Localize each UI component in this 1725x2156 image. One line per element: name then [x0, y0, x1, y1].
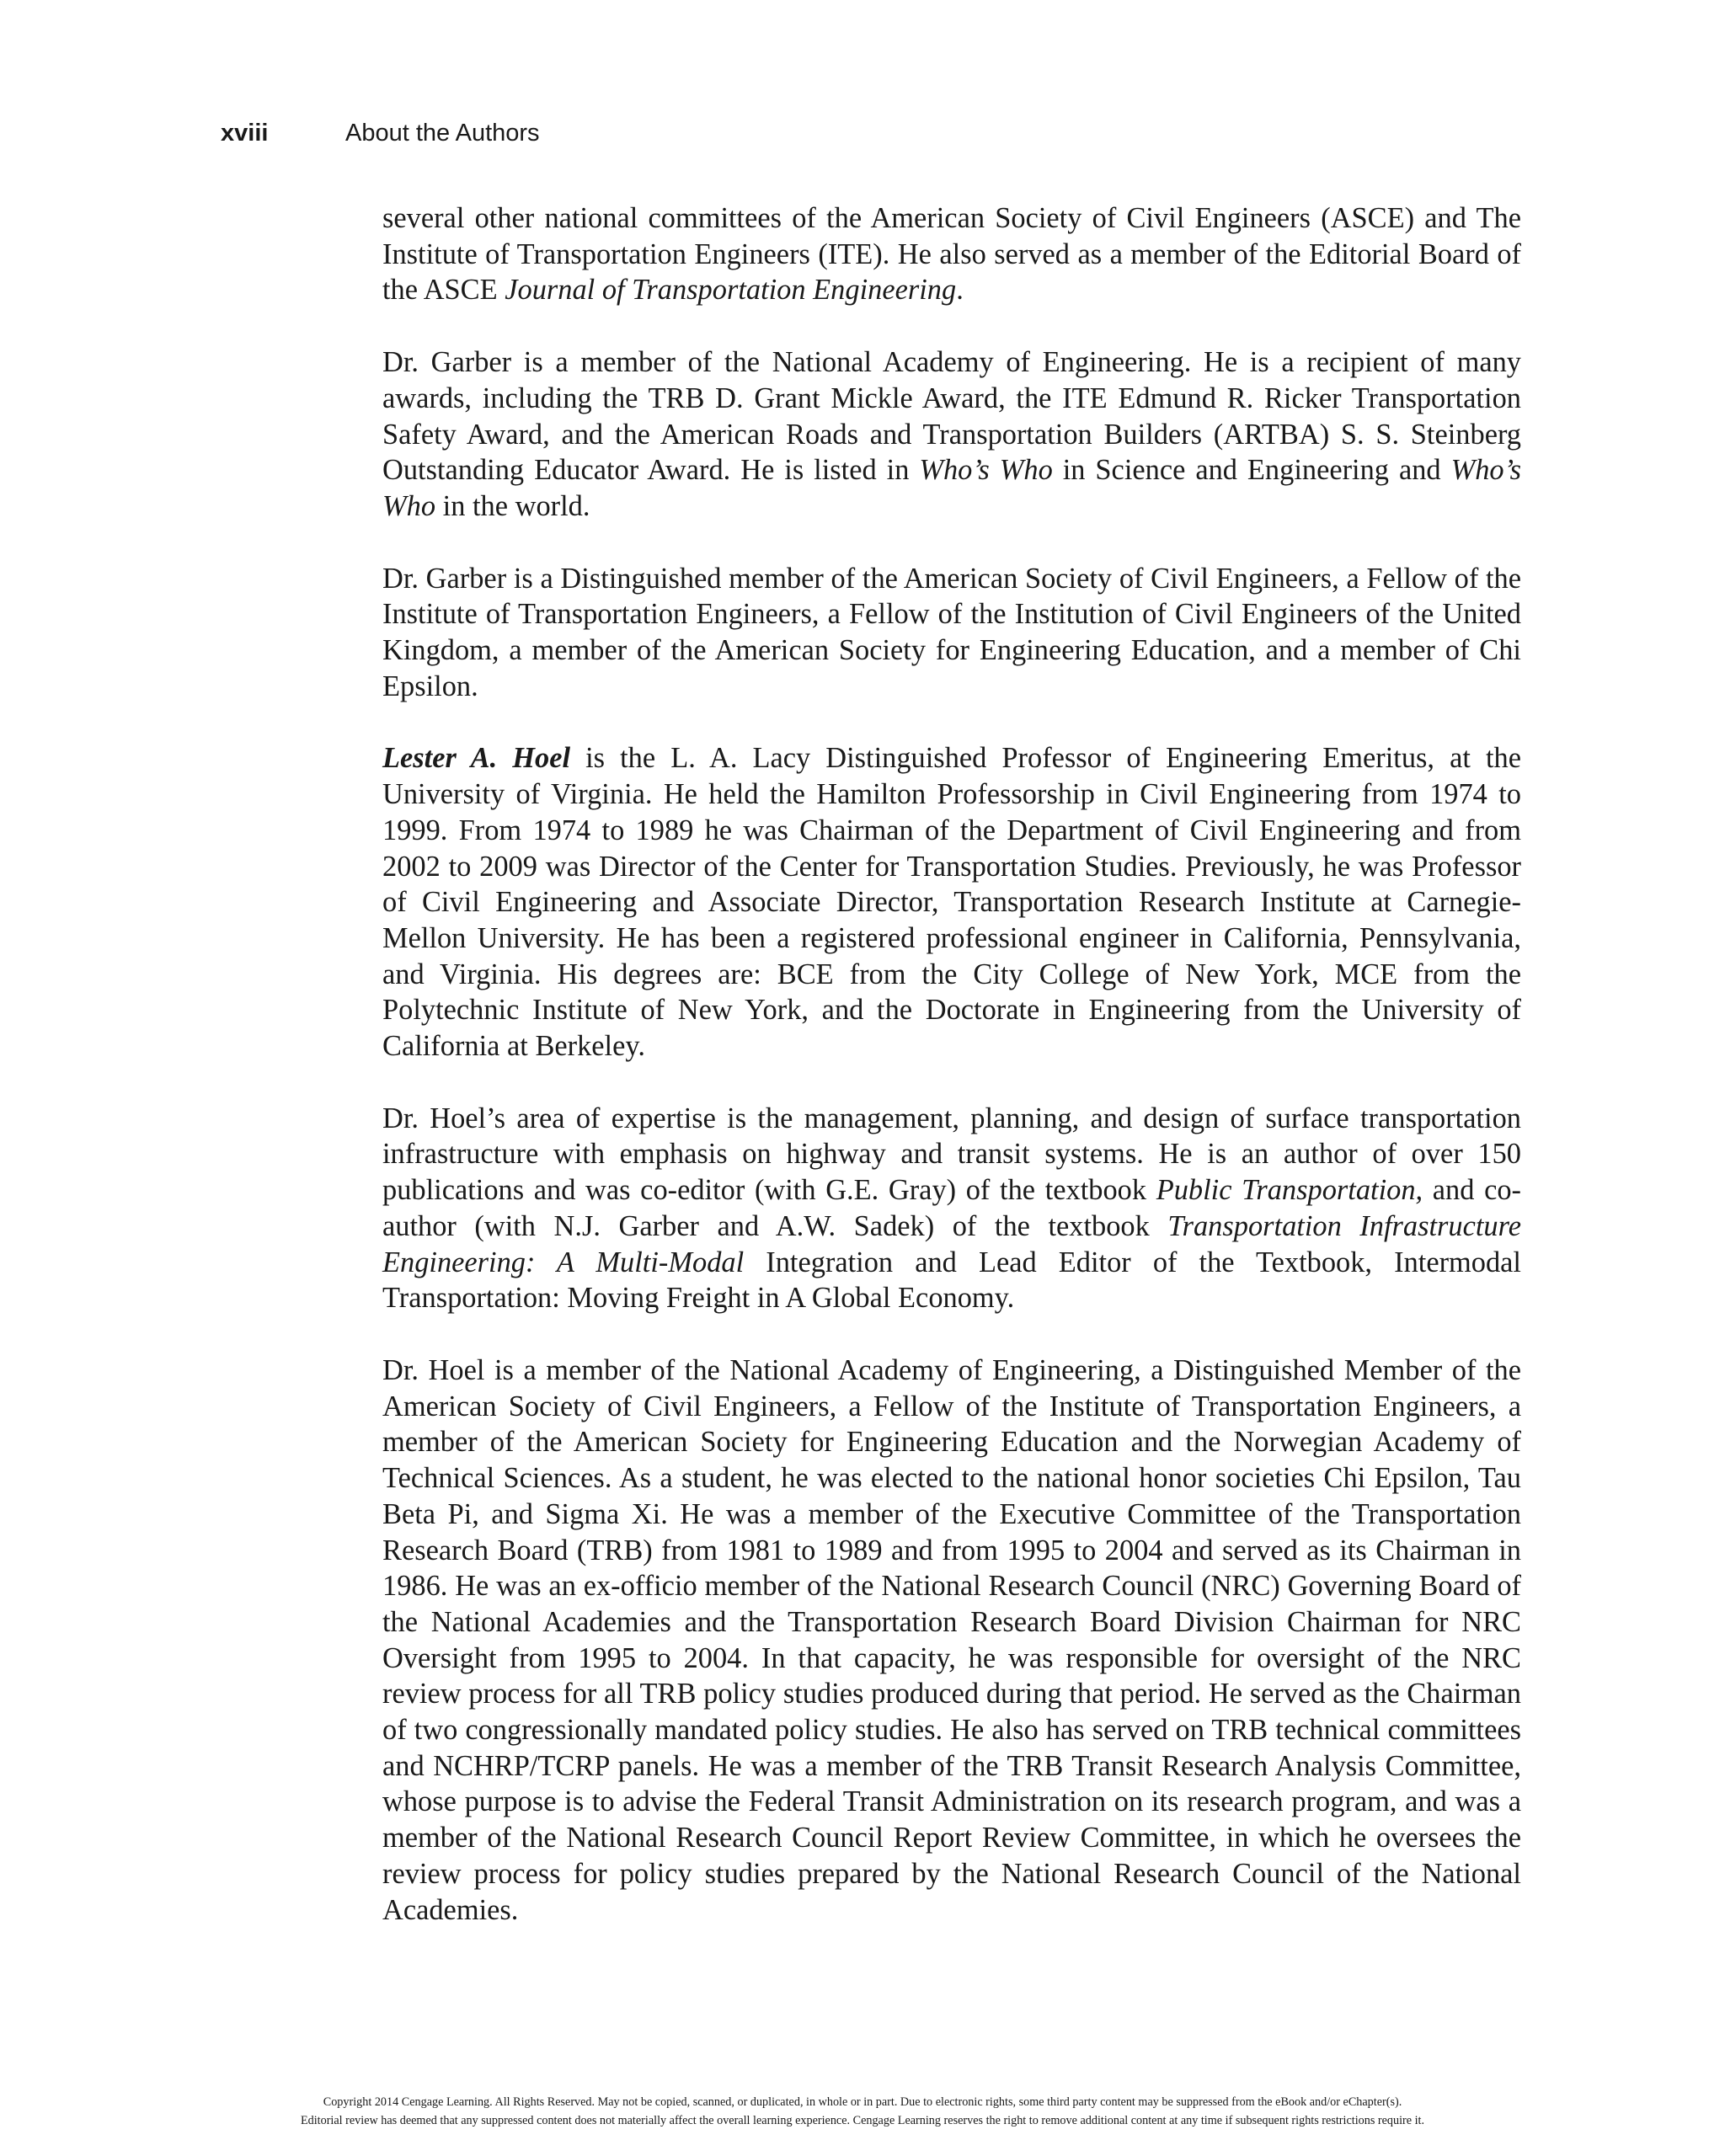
paragraph-3: Dr. Garber is a Distinguished member of the American Society of Civil Engineers, a Fellow of the Institute of Transportation Engineers, a Fellow of the Institution of Civil Engineers of the United Kingdom, a member of the American Society for Engineering Education, and a member of Chi Epsilon.	[382, 562, 1521, 702]
paragraph-1	[382, 200, 1521, 308]
paragraph-1-text-c: .	[956, 274, 964, 307]
whos-who-title-2: Who’s Who	[382, 454, 1522, 522]
paragraph-2	[382, 344, 1521, 525]
section-title: About the Authors	[345, 120, 540, 147]
whos-who-title-1: Who’s Who	[919, 454, 1053, 487]
paragraph-5-text-a: Dr. Hoel’s area of expertise is the management, planning, and design of surface transportation infrastructure with emphasis on highway and transit systems. He is an author of over 150 publications and was co-editor (with G.E. Gray) of the textbook	[382, 1102, 1521, 1207]
paragraph-5	[382, 1101, 1521, 1316]
paragraph-1-text-a: several other national committees of the American Society of Civil Engineers (ASCE) and The Institute of Transportation Engineers (ITE). He also served as a member of the Editorial Board of the ASCE	[382, 202, 1521, 307]
paragraph-2-text-c: in Science and Engineering and	[1052, 454, 1451, 487]
book-title-infrastructure: Transportation Infrastructure Engineering: A Multi-Modal	[382, 1209, 1521, 1278]
paragraph-2-text-e: in the world.	[435, 489, 590, 522]
page-number: xviii	[221, 120, 269, 147]
paragraph-4	[382, 740, 1521, 1064]
author-name: Lester A. Hoel	[382, 742, 571, 775]
copyright-line-1: Copyright 2014 Cengage Learning. All Rights Reserved. May not be copied, scanned, or duplicated, in whole or in part. Due to electronic rights, some third party content may be suppressed from the eBook and/or eChapter(s).	[323, 2095, 1402, 2109]
paragraph-5-text-c: and co-author (with N.J. Garber and A.W. Sadek) of the textbook	[382, 1174, 1522, 1242]
copyright-notice	[0, 2093, 1725, 2130]
book-title-public-transportation: Public Transportation,	[1156, 1174, 1423, 1207]
paragraph-6: Dr. Hoel is a member of the National Academy of Engineering, a Distinguished Member of the American Society of Civil Engineers, a Fellow of the Institute of Transportation Engineers, a member of the American Society for Engineering Education and the Norwegian Academy of Technical Sciences. As a student, he was elected to the national honor societies Chi Epsilon, Tau Beta Pi, and Sigma Xi. He was a member of the Executive Committee of the Transportation Research Board (TRB) from 1981 to 1989 and from 1995 to 2004 and served as its Chairman in 1986. He was an ex-officio member of the National Research Council (NRC) Governing Board of the National Academies and the Transportation Research Board Division Chairman for NRC Oversight from 1995 to 2004. In that capacity, he was responsible for oversight of the NRC review process for all TRB policy studies produced during that period. He served as the Chairman of two congressionally mandated policy studies. He also has served on TRB technical committees and NCHRP/TCRP panels. He was a member of the TRB Transit Research Analysis Committee, whose purpose is to advise the Federal Transit Administration on its research program, and was a member of the National Research Council Report Review Committee, in which he oversees the review process for policy studies prepared by the National Research Council of the National Academies.	[382, 1353, 1521, 1926]
copyright-line-2: Editorial review has deemed that any suppressed content does not materially affect the overall learning experience. Cengage Learning reserves the right to remove additional content at any time if subsequent rights restrictions require it.	[300, 2114, 1425, 2127]
paragraph-5-text-e: Integration and Lead Editor of the Textbook, Intermodal Transportation: Moving Freight in A Global Economy.	[382, 1246, 1521, 1315]
running-head	[221, 118, 540, 148]
paragraph-2-text-a: Dr. Garber is a member of the National Academy of Engineering. He is a recipient of many awards, including the TRB D. Grant Mickle Award, the ITE Edmund R. Ricker Transportation Safety Award, and the American Roads and Transportation Builders (ARTBA) S. S. Steinberg Outstanding Educator Award. He is listed in	[382, 346, 1521, 487]
journal-title: Journal of Transportation Engineering	[505, 274, 957, 307]
body-text	[382, 200, 1521, 1964]
paragraph-4-text: is the L. A. Lacy Distinguished Professor of Engineering Emeritus, at the University of Virginia. He held the Hamilton Professorship in Civil Engineering from 1974 to 1999. From 1974 to 1989 he was Chairman of the Department of Civil Engineering and from 2002 to 2009 was Director of the Center for Transportation Studies. Previously, he was Professor of Civil Engineering and Associate Director, Transportation Research Institute at Carnegie-Mellon University. He has been a registered professional engineer in California, Pennsylvania, and Virginia. His degrees are: BCE from the City College of New York, MCE from the Polytechnic Institute of New York, and the Doctorate in Engineering from the University of California at Berkeley.	[382, 742, 1522, 1063]
